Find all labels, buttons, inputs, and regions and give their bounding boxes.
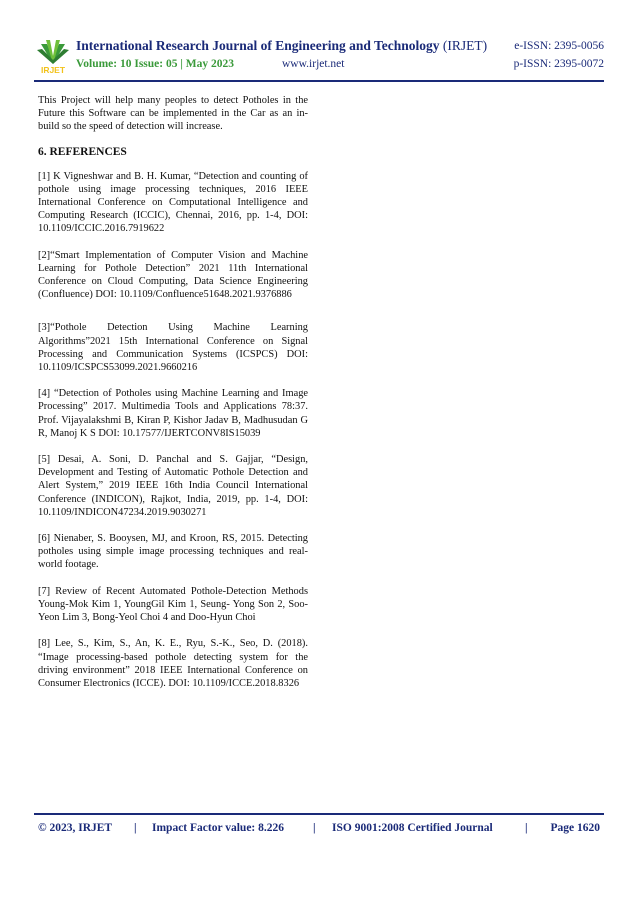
footer-separator: | — [313, 822, 316, 834]
footer-divider — [34, 813, 604, 815]
reference-item: [3]“Pothole Detection Using Machine Learning Algorithms”2021 15th International Conference on Signal Processing and Communication Systems (ICSPCS) DOI: 10.1109/ICSPCS53099.2021.9660216 — [38, 322, 308, 374]
volume-issue: Volume: 10 Issue: 05 | May 2023 — [76, 58, 234, 70]
footer-separator: | — [525, 822, 528, 834]
journal-title — [76, 38, 516, 54]
footer-impact-factor: Impact Factor value: 8.226 — [152, 822, 285, 834]
journal-abbreviation: (IRJET) — [442, 38, 488, 53]
footer-separator: | — [134, 822, 137, 834]
p-issn: p-ISSN: 2395-0072 — [513, 58, 604, 70]
journal-website: www.irjet.net — [282, 58, 345, 70]
reference-item: [5] Desai, A. Soni, D. Panchal and S. Gajjar, “Design, Development and Testing of Automatic Pothole Detection and Alert System,” 2019 IEEE 16th India Council International Conference (INDICON), Rajkot, India, 2019, pp. 1-4, DOI: 10.1109/INDICON47234.2019.9030271 — [38, 454, 308, 518]
reference-item: [7] Review of Recent Automated Pothole-Detection Methods Young-Mok Kim 1, YoungGil Kim 1, Seung- Yong Son 2, Soo-Yeon Lim 3, Bong-Yeol Choi 4 and Doo-Hyun Choi — [38, 585, 308, 624]
footer-iso-certification: ISO 9001:2008 Certified Journal — [332, 822, 493, 834]
header-divider — [34, 80, 604, 82]
left-text-column — [38, 94, 308, 703]
reference-item: [6] Nienaber, S. Booysen, MJ, and Kroon, RS, 2015. Detecting potholes using simple image processing techniques and real-world footage. — [38, 533, 308, 571]
footer-page-number: Page 1620 — [550, 822, 600, 834]
svg-text:IRJET: IRJET — [40, 65, 66, 74]
e-issn: e-ISSN: 2395-0056 — [514, 40, 604, 52]
reference-item: [2]“Smart Implementation of Computer Vision and Machine Learning for Pothole Detection” 2021 11th International Conference on Cloud Computing, Data Science Engineering (Confluence) DOI: 10.1109/Confluence51648.2021.9376886 — [38, 249, 308, 301]
references-heading: 6. REFERENCES — [38, 145, 127, 158]
reference-item: [8] Lee, S., Kim, S., An, K. E., Ryu, S.-K., Seo, D. (2018). “Image processing-based pothole detecting system for the driving environment” 2018 IEEE International Conference on Consumer Electronics (ICCE). DOI: 10.1109/ICCE.2018.8326 — [38, 638, 308, 689]
reference-item: [4] “Detection of Potholes using Machine Learning and Image Processing” 2017. Multimedia Tools and Applications 78:37. Prof. Vijayalakshmi B, Kiran P, Kishor Jadav B, Madhusudan G R, Manoj K S DOI: 10.17577/IJERTCONV8IS15039 — [38, 388, 308, 439]
irjet-logo-icon — [34, 38, 72, 74]
page-header — [34, 36, 604, 78]
journal-title-text: International Research Journal of Engineering and Technology — [76, 38, 440, 53]
page-footer — [38, 822, 600, 838]
reference-item: [1] K Vigneshwar and B. H. Kumar, “Detection and counting of pothole using image processing techniques, 2016 IEEE International Conference on Computational Intelligence and Computing Research (ICCIC), Chennai, 2016, pp. 1-4, DOI: 10.1109/ICCIC.2016.7919622 — [38, 170, 308, 235]
intro-paragraph: This Project will help many peoples to detect Potholes in the Future this Software can be implemented in the Car as an in-build so the speed of detection will increase. — [38, 95, 308, 133]
footer-copyright: © 2023, IRJET — [38, 822, 113, 834]
